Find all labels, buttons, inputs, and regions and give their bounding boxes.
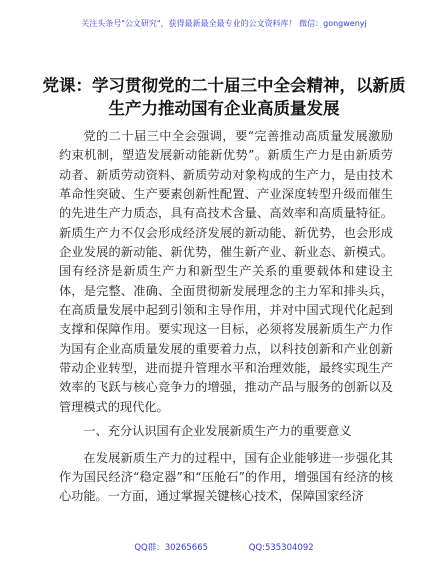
document-title: 党课：学习贯彻党的二十届三中全会精神，以新质生产力推动国有企业高质量发展 (42, 76, 406, 118)
footer-qq-contact: QQ:535304092 (248, 543, 314, 553)
body-paragraph: 在发展新质生产力的过程中，国有企业能够进一步强化其作为国民经济“稳定器”和“压舱石”的作用，增强国有经济的核心功能。一方面，通过掌握关键核心技术，保障国家经济 (59, 450, 393, 504)
footer-qq-group: QQ群：30265665 (134, 543, 209, 553)
header-note: 关注头条号"公文研究"，获得最新最全最专业的公文资料库！ 微信：gongwenyj (81, 19, 367, 28)
body-paragraph: 党的二十届三中全会强调，要“完善推动高质量发展激励约束机制，塑造发展新动能新优势”。新质生产力是由新质劳动者、新质劳动资料、新质劳动对象构成的生产力，是由技术革命性突破、生产要素创新性配置、产业深度转型升级而催生的先进生产力质态，具有高技术含量、高效率和高质量特征。新质生产力不仅会形成经济发展的新动能、新优势，也会形成企业发展的新动能、新优势，催生新产业、新业态、新模式。国有经济是新质生产力和新型生产关系的重要载体和建设主体，是完整、准确、全面贯彻新发展理念的主力军和排头兵，在高质量发展中起到引领和主导作用，并对中国式现代化起到支撑和保障作用。要实现这一目标，必须将发展新质生产力作为国有企业高质量发展的重要着力点，以科技创新和产业创新带动企业转型，进而提升管理水平和治理效能，最终实现生产效率的飞跃与核心竞争力的增强，推动产品与服务的创新以及管理模式的现代化。 (59, 129, 393, 414)
section-heading: 一、充分认识国有企业发展新质生产力的重要意义 (83, 424, 352, 439)
footer (0, 541, 448, 553)
document-body (59, 127, 393, 507)
